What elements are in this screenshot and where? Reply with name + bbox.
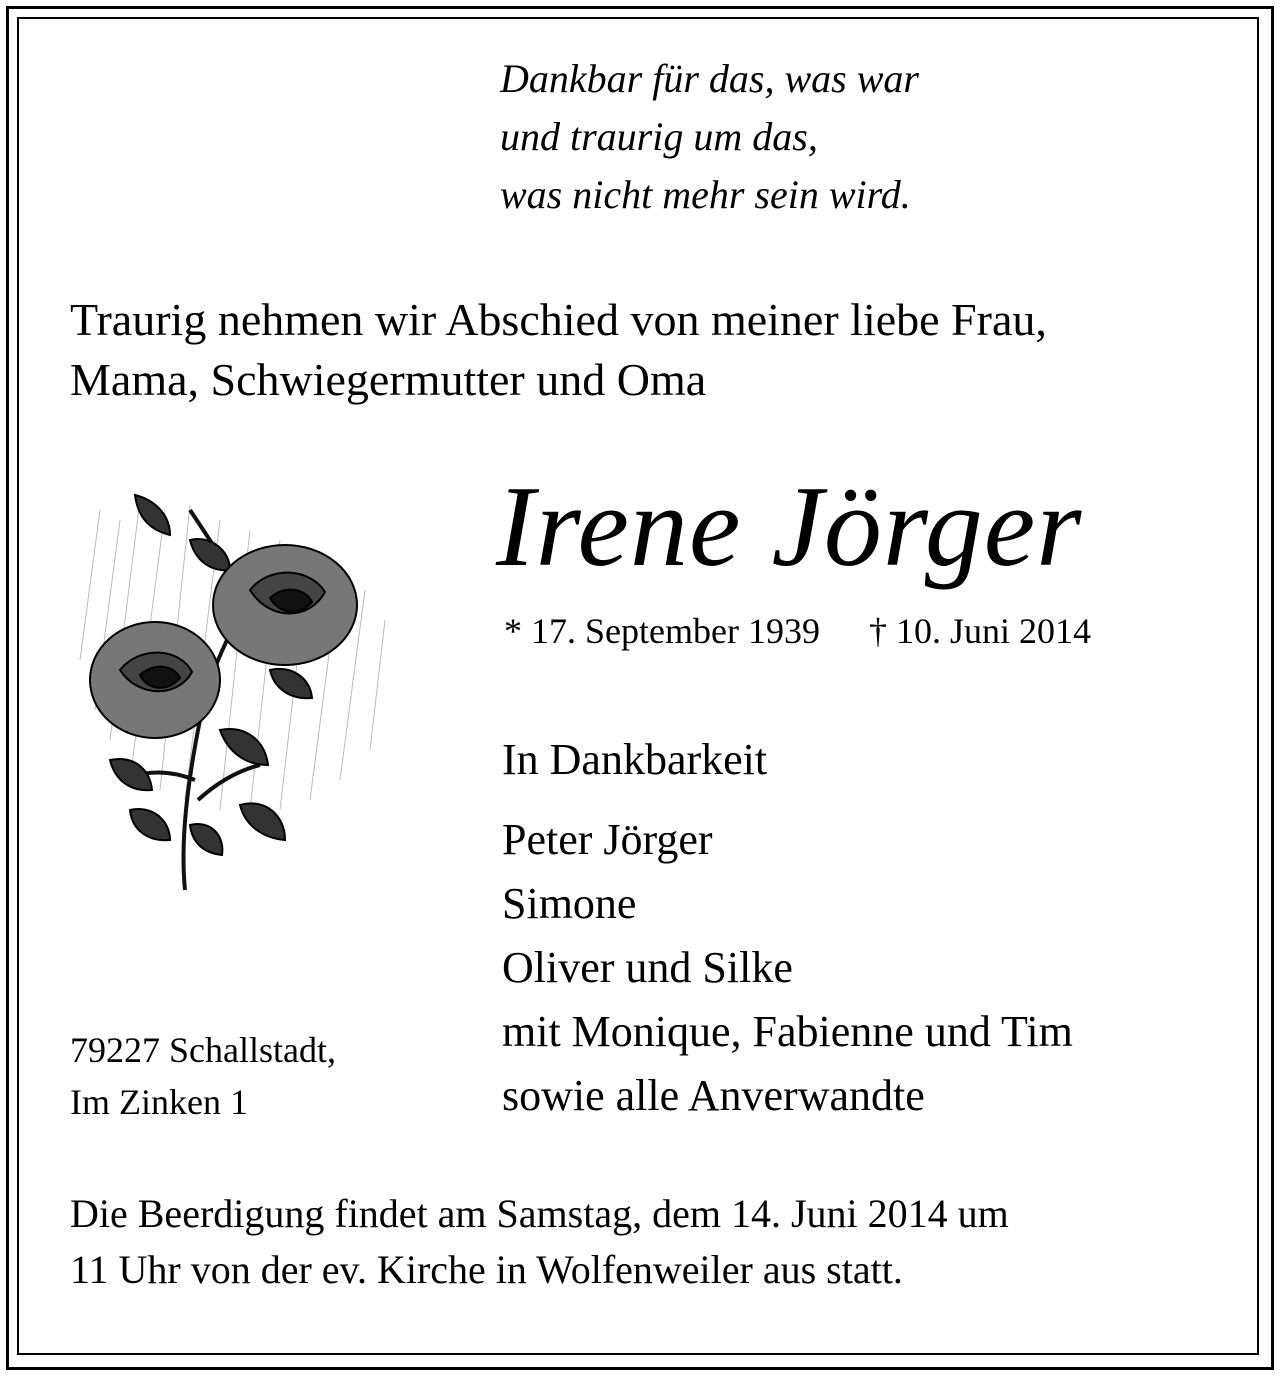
poem-line: was nicht mehr sein wird. — [500, 172, 911, 217]
poem — [500, 50, 919, 224]
rose-illustration-icon — [70, 480, 410, 900]
mourner-name: mit Monique, Fabienne und Tim — [502, 1007, 1073, 1056]
death-date: † 10. Juni 2014 — [868, 611, 1091, 651]
address-line: Im Zinken 1 — [70, 1082, 248, 1122]
thanks-heading: In Dankbarkeit — [502, 735, 768, 784]
intro-text — [70, 290, 1047, 410]
funeral-line: Die Beerdigung findet am Samstag, dem 14. Juni 2014 um — [70, 1191, 1009, 1236]
intro-line: Mama, Schwiegermutter und Oma — [70, 354, 707, 405]
deceased-name: Irene Jörger — [496, 463, 1083, 591]
life-dates — [504, 608, 1091, 654]
poem-line: und traurig um das, — [500, 114, 818, 159]
mourner-name: Simone — [502, 879, 637, 928]
mourner-name: Peter Jörger — [502, 815, 713, 864]
birth-date: * 17. September 1939 — [504, 611, 820, 651]
mourner-name: sowie alle Anverwandte — [502, 1071, 925, 1120]
funeral-line: 11 Uhr von der ev. Kirche in Wolfenweiler aus statt. — [70, 1247, 903, 1292]
address-line: 79227 Schallstadt, — [70, 1030, 336, 1070]
poem-line: Dankbar für das, was war — [500, 56, 919, 101]
mourner-name: Oliver und Silke — [502, 943, 793, 992]
address — [70, 1024, 336, 1128]
mourners-list — [502, 808, 1073, 1128]
funeral-notice — [70, 1186, 1009, 1298]
intro-line: Traurig nehmen wir Abschied von meiner liebe Frau, — [70, 294, 1047, 345]
